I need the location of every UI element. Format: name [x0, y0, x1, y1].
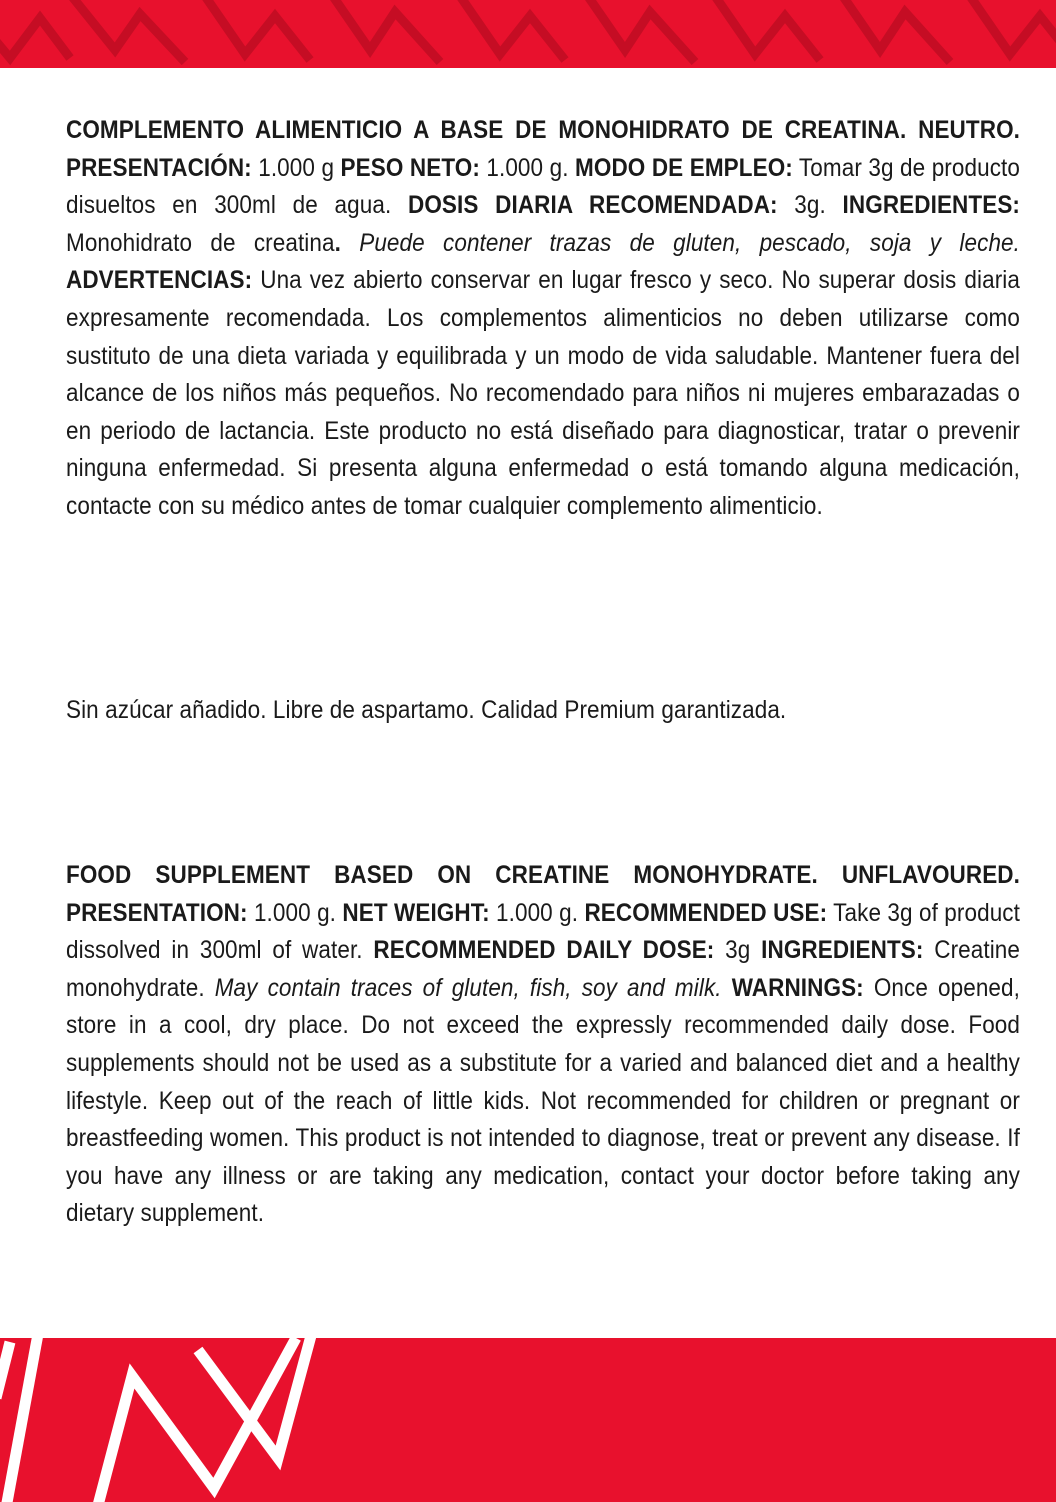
bottom-decorative-band — [0, 1338, 1056, 1502]
es-product-heading: COMPLEMENTO ALIMENTICIO A BASE DE MONOHIDRATO DE CREATINA. NEUTRO. PRESENTACIÓN: — [66, 116, 1020, 182]
en-product-heading: FOOD SUPPLEMENT BASED ON CREATINE MONOHYDRATE. UNFLAVOURED. PRESENTATION: — [66, 861, 1020, 927]
es-allergen-note: Puede contener trazas de gluten, pescado, soja y leche. — [359, 228, 1021, 257]
es-usage-text: Tomar 3g de producto disueltos en 300ml de agua. — [66, 153, 1020, 220]
en-net-weight-label: NET WEIGHT: — [342, 898, 490, 927]
en-warnings-label: WARNINGS: — [731, 973, 864, 1002]
es-net-weight-label: PESO NETO: — [340, 153, 480, 182]
en-allergen-note: May contain traces of gluten, fish, soy and milk. — [214, 973, 722, 1002]
en-daily-dose-label: RECOMMENDED DAILY DOSE: — [373, 936, 715, 965]
logo-pattern-icon — [0, 0, 1056, 68]
es-warnings-label: ADVERTENCIAS: — [66, 266, 253, 295]
spanish-paragraph — [66, 112, 1020, 526]
en-net-weight-value: 1.000 g. — [489, 898, 585, 927]
es-net-weight-value: 1.000 g. — [479, 153, 576, 182]
en-daily-dose-value: 3g — [714, 936, 762, 965]
es-ingredients-label: INGREDIENTES: — [842, 191, 1020, 220]
es-ingredients-text: Monohidrato de creatina — [66, 228, 335, 257]
top-decorative-band — [0, 0, 1056, 68]
en-warnings-text: Once opened, store in a cool, dry place. Do not exceed the expressly recommended daily dose. Food supplements should not be used as a substitute for a varied and balanced diet and a healthy lifestyle. Keep out of the reach of little kids. Not recommended for children or pregnant or breastfeeding women. This product is not intended to diagnose, treat or prevent any disease. If you have any illness or are taking any medication, contact your doctor before taking any dietary supplement. — [66, 973, 1020, 1228]
es-presentation-value: 1.000 g — [251, 153, 341, 182]
es-warnings-text: Una vez abierto conservar en lugar fresco y seco. No superar dosis diaria expresamente recomendada. Los complementos alimenticios no deben utilizarse como sustituto de una dieta variada y equilibrada y un modo de vida saludable. Mantener fuera del alcance de los niños más pequeños. No recomendado para niños ni mujeres embarazadas o en periodo de lactancia. Este producto no está diseñado para diagnosticar, tratar o prevenir ninguna enfermedad. Si presenta alguna enfermedad o está tomando alguna medicación, contacte con su médico antes de tomar cualquier complemento alimenticio. — [66, 266, 1020, 520]
spanish-label-text — [66, 112, 1020, 526]
en-spacer — [722, 974, 732, 1002]
en-presentation-value: 1.000 g. — [247, 898, 343, 927]
en-ingredients-text: Creatine monohydrate. — [66, 936, 1021, 1002]
claims-text: Sin azúcar añadido. Libre de aspartamo. Calidad Premium garantizada. — [66, 696, 787, 724]
english-paragraph — [66, 857, 1020, 1233]
brand-stripe-icon — [0, 1338, 1056, 1502]
es-daily-dose-value: 3g. — [777, 191, 843, 220]
en-ingredients-label: INGREDIENTS: — [761, 936, 924, 965]
english-label-text — [66, 857, 1020, 1233]
es-ingredients-period: . — [334, 228, 360, 257]
en-usage-label: RECOMMENDED USE: — [584, 898, 828, 927]
es-usage-label: MODO DE EMPLEO: — [575, 153, 793, 182]
en-usage-text: Take 3g of product dissolved in 300ml of water. — [66, 898, 1020, 965]
claims-block — [66, 692, 1020, 730]
es-daily-dose-label: DOSIS DIARIA RECOMENDADA: — [407, 191, 778, 220]
